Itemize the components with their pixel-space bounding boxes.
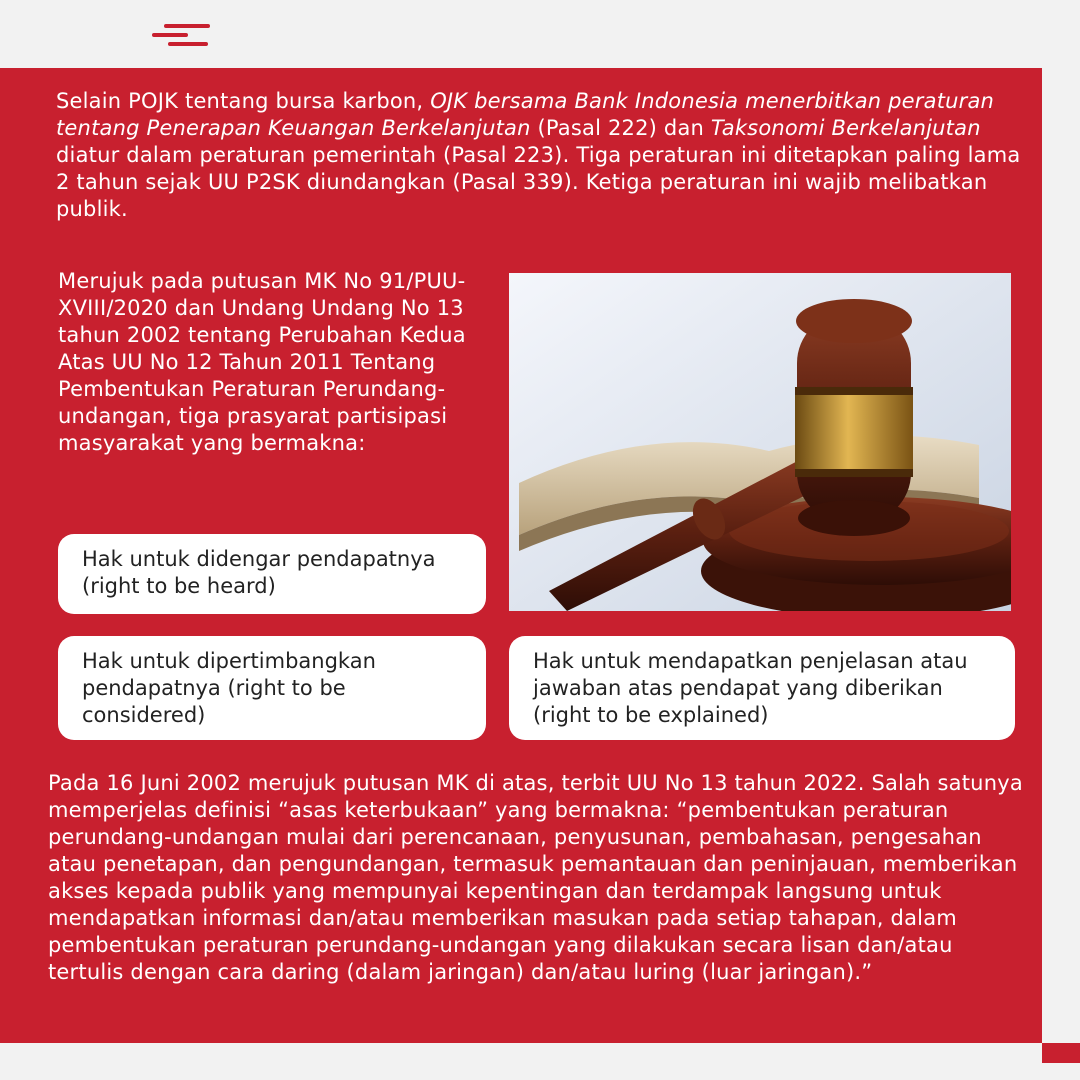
right-to-be-considered-card: Hak untuk dipertimbangkan pendapatnya (right to be considered) — [58, 636, 486, 740]
gavel-photo — [509, 273, 1011, 611]
content-panel — [0, 68, 1042, 1043]
menu-lines-icon — [150, 20, 212, 50]
intro-paragraph: Selain POJK tentang bursa karbon, OJK bersama Bank Indonesia menerbitkan peraturan tentang Penerapan Keuangan Berkelanjutan (Pasal 222) dan Taksonomi Berkelanjutan diatur dalam peraturan pemerintah (Pasal 223). Tiga peraturan ini ditetapkan paling lama 2 tahun sejak UU P2SK diundangkan (Pasal 339). Ketiga peraturan ini wajib melibatkan publik. — [56, 89, 1021, 221]
accent-strip — [1042, 1043, 1080, 1063]
closing-paragraph: Pada 16 Juni 2002 merujuk putusan MK di atas, terbit UU No 13 tahun 2022. Salah satunya memperjelas definisi “asas keterbukaan” yang bermakna: “pembentukan peraturan perundang-undangan mulai dari perencanaan, penyusunan, pembahasan, pengesahan atau penetapan, dan pengundangan, termasuk pemantauan dan peninjauan, memberikan akses kepada publik yang mempunyai kepentingan dan terdampak langsung untuk mendapatkan informasi dan/atau memberikan masukan pada setiap tahapan, dalam pembentukan peraturan perundang-undangan yang dilakukan secara lisan dan/atau tertulis dengan cara daring (dalam jaringan) dan/atau luring (luar jaringan).” — [48, 771, 1023, 984]
right-to-be-explained-card: Hak untuk mendapatkan penjelasan atau jawaban atas pendapat yang diberikan (right to be explained) — [509, 636, 1015, 740]
lead-paragraph: Merujuk pada putusan MK No 91/PUU-XVIII/2020 dan Undang Undang No 13 tahun 2002 tentang Perubahan Kedua Atas UU No 12 Tahun 2011 Tentang Pembentukan Peraturan Perundang-undangan, tiga prasyarat partisipasi masyarakat yang bermakna: — [58, 269, 466, 455]
right-to-be-heard-card: Hak untuk didengar pendapatnya (right to be heard) — [58, 534, 486, 614]
